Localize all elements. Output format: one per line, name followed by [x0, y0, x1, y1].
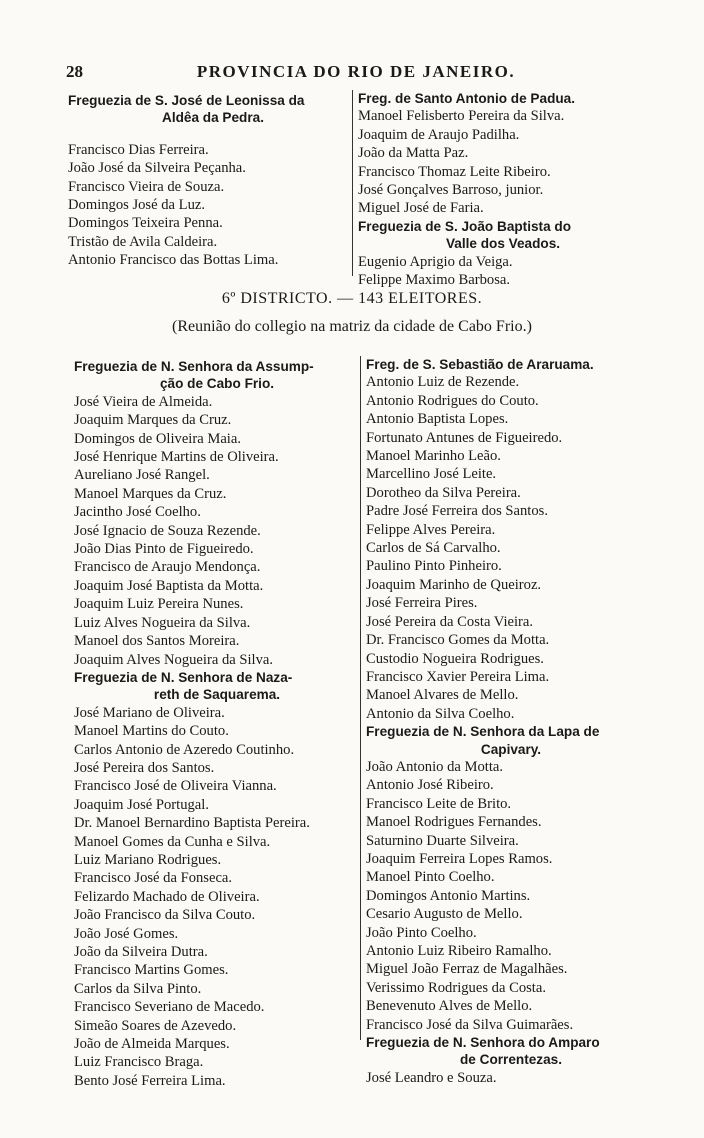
elector-name: Francisco Vieira de Souza. — [68, 178, 225, 195]
elector-name: Luiz Francisco Braga. — [74, 1054, 204, 1071]
elector-list — [74, 704, 360, 1091]
elector-name: Antonio Rodrigues do Couto. — [366, 392, 539, 409]
elector-name: Dr. Manoel Bernardino Baptista Pereira. — [74, 815, 310, 832]
block2-right-column — [360, 356, 656, 1086]
elector-name: João Francisco da Silva Couto. — [74, 907, 256, 924]
parish-heading — [366, 1034, 656, 1069]
parish-heading — [366, 723, 656, 758]
block1-left-column — [68, 92, 358, 270]
elector-name: João Pinto Coelho. — [366, 924, 477, 941]
elector-name: Joaquim Marques da Cruz. — [74, 412, 232, 429]
elector-name: João Dias Pinto de Figueiredo. — [74, 541, 254, 558]
elector-name: Manoel Alvares de Mello. — [366, 687, 519, 704]
elector-name: Joaquim Marinho de Queiroz. — [366, 576, 542, 593]
elector-name: Antonio José Ribeiro. — [366, 777, 494, 794]
elector-name: João José Gomes. — [74, 925, 179, 942]
elector-name: Francisco de Araujo Mendonça. — [74, 559, 261, 576]
elector-list — [74, 393, 360, 669]
elector-name: Antonio Luiz de Rezende. — [366, 374, 520, 391]
elector-name: Custodio Nogueira Rodrigues. — [366, 650, 544, 667]
elector-name: Miguel José de Faria. — [358, 200, 484, 217]
elector-name: Cesario Augusto de Mello. — [366, 906, 523, 923]
elector-name: Fortunato Antunes de Figueiredo. — [366, 429, 563, 446]
district-title: 6º DISTRICTO. — 143 ELEITORES. — [221, 290, 483, 307]
elector-name: Joaquim Alves Nogueira da Silva. — [74, 651, 274, 668]
parish-heading: Freg. de S. Sebastião de Araruama. — [366, 357, 594, 372]
parish-heading — [74, 669, 360, 704]
elector-name: Eugenio Aprigio da Veiga. — [358, 253, 513, 270]
elector-name: José Ignacio de Souza Rezende. — [74, 522, 261, 539]
elector-name: Marcellino José Leite. — [366, 466, 497, 483]
elector-name: Francisco Leite de Brito. — [366, 795, 512, 812]
elector-name: Saturnino Duarte Silveira. — [366, 832, 519, 849]
elector-name: Manoel Marinho Leão. — [366, 448, 501, 465]
page-header — [66, 62, 646, 84]
parish-heading-line1: Freguezia de N. Senhora de Naza- — [74, 669, 293, 685]
parish-heading-line1: Freguezia de N. Senhora da Assump- — [74, 359, 314, 374]
elector-name: Francisco José da Fonseca. — [74, 870, 233, 887]
elector-name: Felippe Maximo Barbosa. — [358, 272, 510, 289]
elector-list — [68, 141, 358, 270]
elector-name: Antonio Baptista Lopes. — [366, 411, 509, 428]
parish-heading-line1: Freguezia de S. José de Leonissa da — [68, 93, 305, 108]
elector-name: José Mariano de Oliveira. — [74, 704, 225, 721]
elector-name: Francisco Dias Ferreira. — [68, 141, 209, 158]
district-subtitle: (Reunião do collegio na matriz da cidade de Cabo Frio.) — [172, 318, 532, 335]
elector-name: Carlos de Sá Carvalho. — [366, 540, 501, 557]
elector-name: João da Matta Paz. — [358, 145, 469, 162]
parish-heading-line2: reth de Saquarema. — [153, 687, 281, 703]
elector-name: Aureliano José Rangel. — [74, 467, 210, 484]
parish-heading-line2: Aldêa da Pedra. — [162, 110, 264, 126]
elector-name: Simeão Soares de Azevedo. — [74, 1017, 237, 1034]
parish-heading-line2: Valle dos Veados. — [445, 236, 561, 252]
elector-name: Carlos Antonio de Azeredo Coutinho. — [74, 741, 295, 758]
elector-name: Manoel dos Santos Moreira. — [74, 633, 240, 650]
elector-name: José Leandro e Souza. — [366, 1069, 497, 1086]
elector-name: José Gonçalves Barroso, junior. — [358, 182, 544, 199]
elector-name: Verissimo Rodrigues da Costa. — [366, 979, 546, 996]
elector-name: Joaquim José Baptista da Motta. — [74, 577, 264, 594]
elector-name: Manoel Marques da Cruz. — [74, 485, 227, 502]
elector-name: Tristão de Avila Caldeira. — [68, 233, 218, 250]
parish-heading-line1: Freguezia de S. João Baptista do — [358, 218, 572, 234]
parish-heading-line1: Freguezia de N. Senhora da Lapa de — [366, 724, 600, 740]
elector-list — [366, 1069, 656, 1087]
running-title: PROVINCIA DO RIO DE JANEIRO. — [196, 62, 516, 81]
elector-name: José Pereira dos Santos. — [74, 759, 215, 776]
elector-name: José Ferreira Pires. — [366, 595, 478, 612]
elector-list — [366, 373, 656, 723]
elector-name: Felippe Alves Pereira. — [366, 521, 496, 538]
elector-list — [358, 253, 648, 290]
elector-name: Dorotheo da Silva Pereira. — [366, 484, 521, 501]
elector-name: Dr. Francisco Gomes da Motta. — [366, 632, 550, 649]
elector-name: Antonio Luiz Ribeiro Ramalho. — [366, 943, 552, 959]
elector-name: Manoel Felisberto Pereira da Silva. — [358, 108, 565, 125]
elector-name: Padre José Ferreira dos Santos. — [366, 503, 548, 520]
elector-name: Francisco Martins Gomes. — [74, 962, 229, 979]
parish-heading — [74, 358, 360, 393]
elector-name: Luiz Alves Nogueira da Silva. — [74, 614, 251, 631]
elector-name: Felizardo Machado de Oliveira. — [74, 888, 260, 905]
parish-heading — [68, 92, 358, 127]
elector-name: Joaquim Ferreira Lopes Ramos. — [366, 850, 553, 867]
parish-heading-line2: ção de Cabo Frio. — [159, 376, 275, 392]
elector-name: José Henrique Martins de Oliveira. — [74, 449, 279, 466]
parish-heading-line2: Capivary. — [480, 741, 542, 757]
elector-name: Domingos José da Luz. — [68, 197, 206, 214]
elector-name: Domingos Teixeira Penna. — [68, 215, 223, 232]
parish-heading — [358, 218, 648, 253]
block2-left-column — [74, 358, 360, 1090]
elector-list — [358, 107, 648, 217]
parish-heading: Freg. de Santo Antonio de Padua. — [358, 91, 576, 106]
parish-heading-line1: Freguezia de N. Senhora do Amparo — [366, 1035, 600, 1051]
elector-name: Benevenuto Alves de Mello. — [366, 998, 533, 1015]
elector-name: Francisco Thomaz Leite Ribeiro. — [358, 163, 551, 180]
elector-name: Joaquim Luiz Pereira Nunes. — [74, 596, 244, 613]
elector-name: Antonio da Silva Coelho. — [366, 705, 515, 722]
elector-name: Jacintho José Coelho. — [74, 504, 201, 521]
elector-name: Francisco José da Silva Guimarães. — [366, 1016, 574, 1033]
elector-name: Paulino Pinto Pinheiro. — [366, 558, 502, 575]
elector-name: João de Almeida Marques. — [74, 1036, 230, 1053]
elector-name: Carlos da Silva Pinto. — [74, 980, 202, 997]
elector-name: Joaquim de Araujo Padilha. — [358, 126, 520, 143]
elector-name: Joaquim José Portugal. — [74, 796, 209, 813]
elector-name: Manoel Martins do Couto. — [74, 723, 229, 740]
elector-name: João José da Silveira Peçanha. — [68, 160, 246, 177]
elector-name: Manoel Rodrigues Fernandes. — [366, 814, 542, 831]
elector-name: José Vieira de Almeida. — [74, 393, 213, 410]
elector-name: Miguel João Ferraz de Magalhães. — [366, 961, 568, 978]
page-number: 28 — [66, 62, 83, 81]
elector-name: Antonio Francisco das Bottas Lima. — [68, 252, 279, 269]
elector-name: Domingos de Oliveira Maia. — [74, 430, 241, 447]
elector-name: João Antonio da Motta. — [366, 758, 504, 775]
elector-name: Domingos Antonio Martins. — [366, 887, 531, 904]
elector-name: Manoel Gomes da Cunha e Silva. — [74, 833, 271, 850]
elector-name: Francisco Severiano de Macedo. — [74, 999, 265, 1016]
elector-name: Luiz Mariano Rodrigues. — [74, 851, 222, 868]
elector-name: Manoel Pinto Coelho. — [366, 869, 495, 886]
block1-right-column — [352, 90, 648, 289]
elector-name: Francisco Xavier Pereira Lima. — [366, 668, 550, 685]
elector-name: João da Silveira Dutra. — [74, 944, 208, 960]
elector-name: Bento José Ferreira Lima. — [74, 1072, 226, 1089]
elector-name: Francisco José de Oliveira Vianna. — [74, 778, 277, 795]
elector-name: José Pereira da Costa Vieira. — [366, 613, 534, 630]
elector-list — [366, 758, 656, 1034]
parish-heading-line2: de Correntezas. — [460, 1052, 562, 1068]
